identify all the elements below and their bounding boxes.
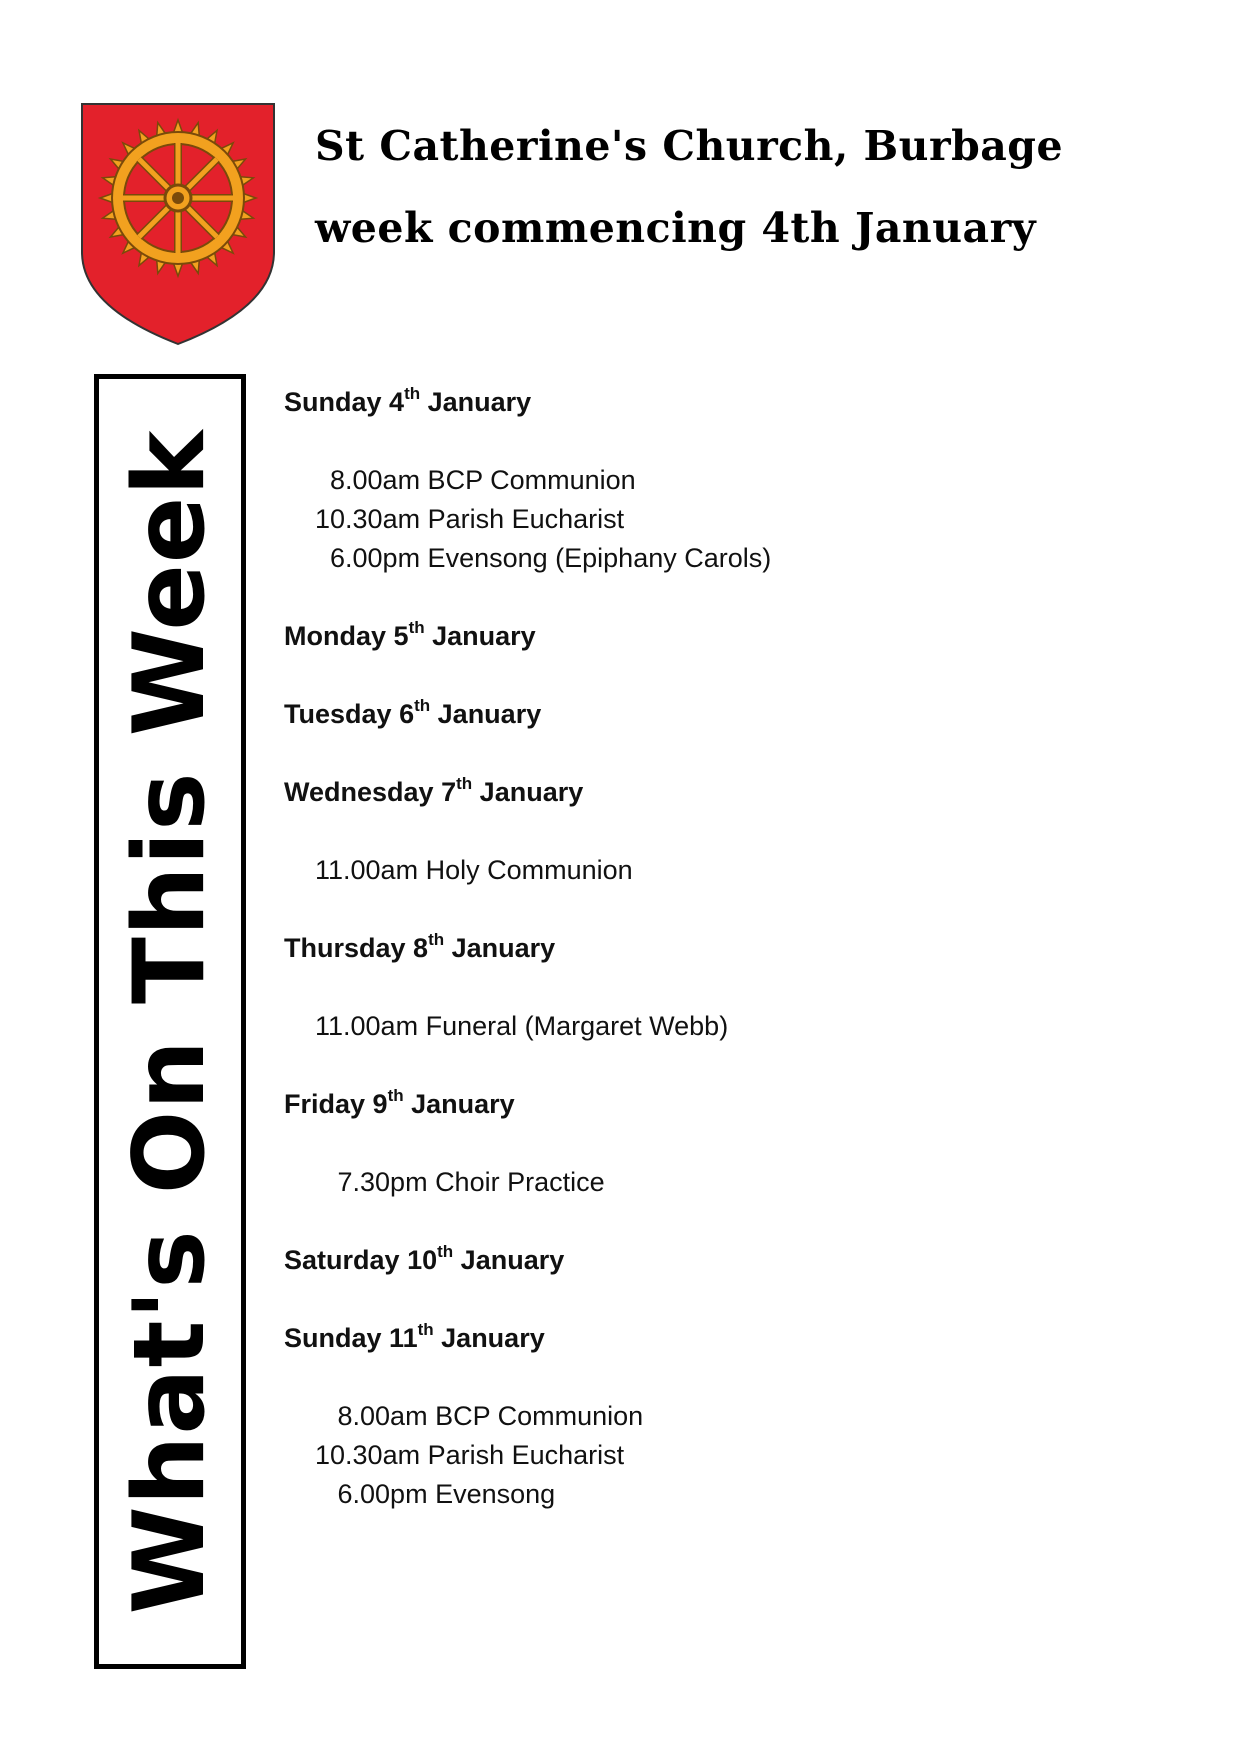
event-item: 7.30pm Choir Practice — [315, 1167, 605, 1197]
day-heading: Thursday 8th January — [284, 930, 556, 963]
event-item: 10.30am Parish Eucharist — [315, 1440, 625, 1470]
church-title: St Catherine's Church, Burbage — [315, 122, 1064, 170]
day-heading: Friday 9th January — [284, 1086, 515, 1119]
whats-on-sidebar — [94, 374, 246, 1669]
event-item: 8.00am BCP Communion — [315, 465, 636, 495]
event-item: 6.00pm Evensong — [315, 1479, 556, 1509]
event-item: 10.30am Parish Eucharist — [315, 504, 625, 534]
weekly-schedule — [284, 383, 1184, 1553]
day-heading: Tuesday 6th January — [284, 696, 542, 729]
day-heading: Saturday 10th January — [284, 1242, 565, 1275]
day-heading: Sunday 11th January — [284, 1320, 545, 1353]
day-heading: Monday 5th January — [284, 618, 536, 651]
event-item: 11.00am Funeral (Margaret Webb) — [315, 1011, 729, 1041]
event-item: 6.00pm Evensong (Epiphany Carols) — [315, 543, 772, 573]
catherine-wheel-shield-icon — [80, 102, 276, 346]
day-heading: Wednesday 7th January — [284, 774, 584, 807]
event-item: 11.00am Holy Communion — [315, 855, 633, 885]
day-heading: Sunday 4th January — [284, 384, 532, 417]
week-subtitle: week commencing 4th January — [315, 204, 1037, 252]
event-item: 8.00am BCP Communion — [315, 1401, 644, 1431]
sidebar-label: What's On This Week — [113, 429, 227, 1614]
